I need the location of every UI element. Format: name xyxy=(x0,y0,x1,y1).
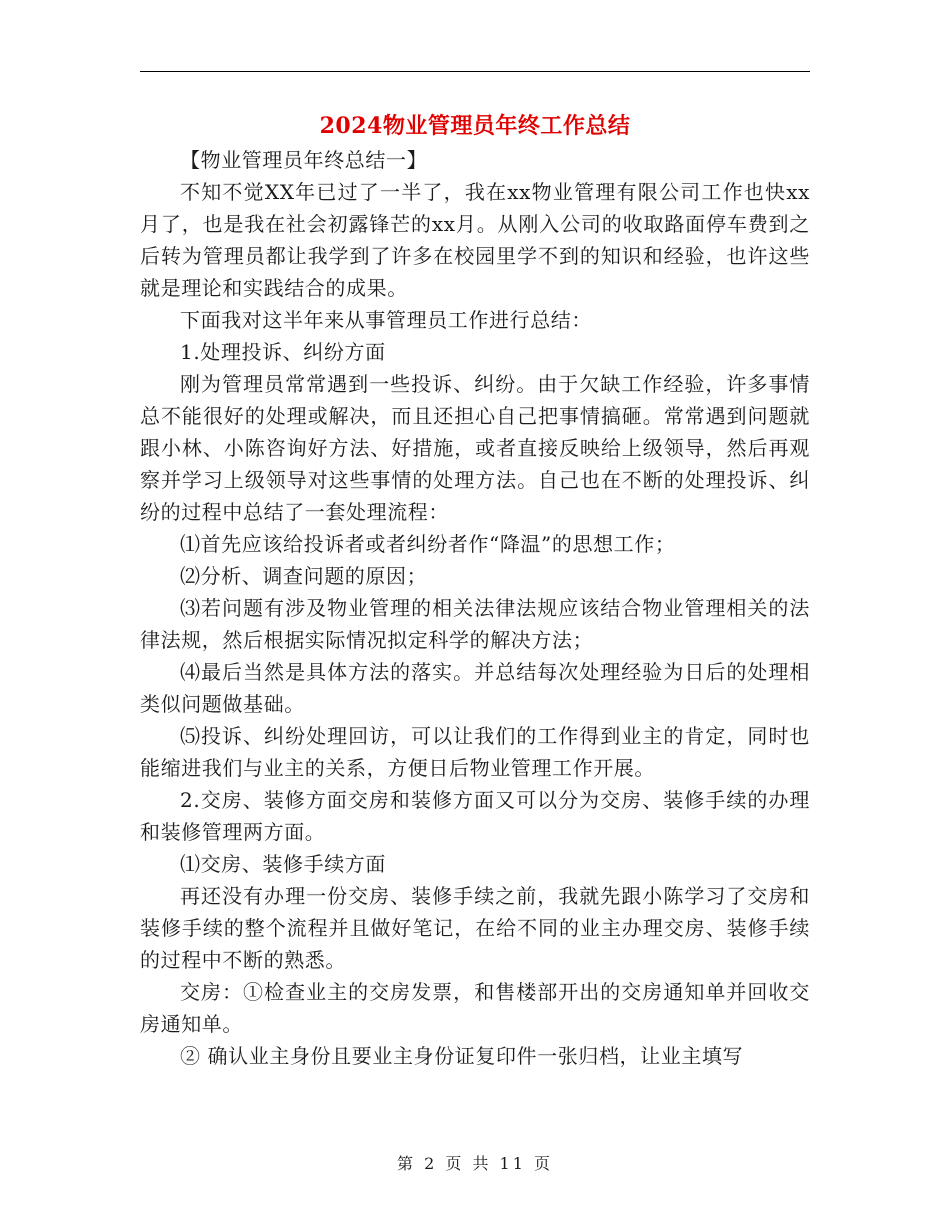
list-item: ⑷最后当然是具体方法的落实。并总结每次处理经验为日后的处理相类似问题做基础。 xyxy=(140,660,810,716)
paragraph: 交房：①检查业主的交房发票，和售楼部开出的交房通知单并回收交房通知单。 xyxy=(140,980,810,1036)
document-title: 2024物业管理员年终工作总结 xyxy=(319,113,631,139)
header-rule xyxy=(140,71,810,72)
subheading: 2.交房、装修方面交房和装修方面又可以分为交房、装修手续的办理和装修管理两方面。 xyxy=(140,788,810,844)
paragraph: 不知不觉XX年已过了一半了，我在xx物业管理有限公司工作也快xx月了，也是我在社会初露锋芒的xx月。从刚入公司的收取路面停车费到之后转为管理员都让我学到了许多在校园里学不到的知识和经验，也许这些就是理论和实践结合的成果。 xyxy=(140,180,810,300)
page-number-footer: 第 2 页 共 11 页 xyxy=(397,1154,553,1173)
list-item: ⑸投诉、纠纷处理回访，可以让我们的工作得到业主的肯定，同时也能缩进我们与业主的关系，方便日后物业管理工作开展。 xyxy=(140,724,810,780)
paragraph: ② 确认业主身份且要业主身份证复印件一张归档，让业主填写 xyxy=(180,1044,744,1068)
list-item: ⑶若问题有涉及物业管理的相关法律法规应该结合物业管理相关的法律法规，然后根据实际情况拟定科学的解决方法； xyxy=(140,596,810,652)
document-body xyxy=(140,144,810,1072)
paragraph: 刚为管理员常常遇到一些投诉、纠纷。由于欠缺工作经验，许多事情总不能很好的处理或解决，而且还担心自己把事情搞砸。常常遇到问题就跟小林、小陈咨询好方法、好措施，或者直接反映给上级领导，然后再观察并学习上级领导对这些事情的处理方法。自己也在不断的处理投诉、纠纷的过程中总结了一套处理流程： xyxy=(140,372,810,524)
list-item: ⑴交房、装修手续方面 xyxy=(180,852,386,876)
section-heading: 【物业管理员年终总结一】 xyxy=(180,148,428,172)
list-item: ⑴首先应该给投诉者或者纠纷者作“降温”的思想工作； xyxy=(180,532,676,556)
list-item: ⑵分析、调查问题的原因； xyxy=(180,564,428,588)
paragraph: 再还没有办理一份交房、装修手续之前，我就先跟小陈学习了交房和装修手续的整个流程并且做好笔记，在给不同的业主办理交房、装修手续的过程中不断的熟悉。 xyxy=(140,884,810,972)
subheading: 1.处理投诉、纠纷方面 xyxy=(180,340,386,364)
paragraph: 下面我对这半年来从事管理员工作进行总结： xyxy=(180,308,592,332)
